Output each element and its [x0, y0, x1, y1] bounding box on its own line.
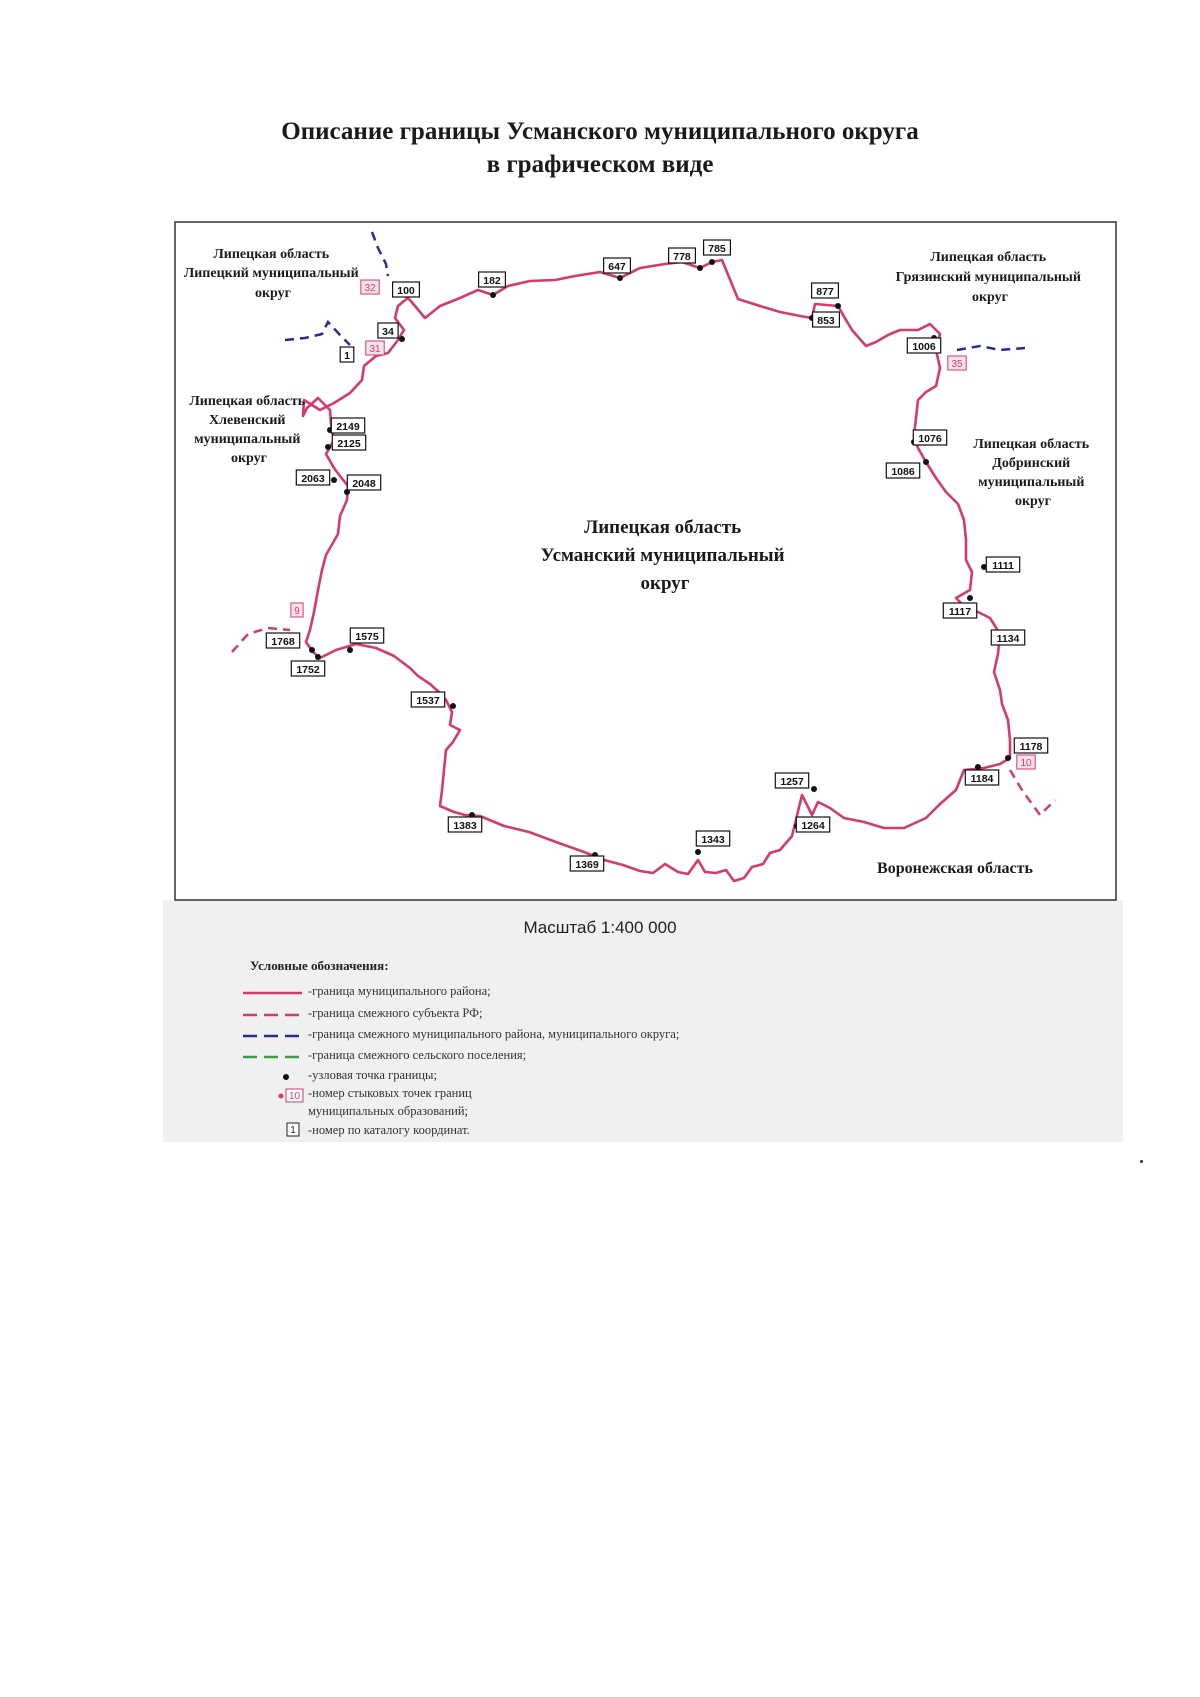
- point-label: [393, 282, 420, 297]
- junction-label: [948, 356, 966, 370]
- point-label: [266, 633, 299, 648]
- point-label-text: 1006: [912, 341, 936, 353]
- node-point: [975, 764, 981, 770]
- junction-label-text: 10: [1020, 758, 1032, 769]
- node-point: [617, 275, 623, 281]
- point-label-text: 1111: [992, 560, 1014, 572]
- node-point: [697, 265, 703, 271]
- legend-sample-node: [283, 1074, 289, 1080]
- point-label-text: 1264: [801, 820, 825, 832]
- point-label-text: 1752: [296, 664, 320, 676]
- point-label-text: 1134: [996, 633, 1020, 645]
- legend-item-subject: -граница смежного субъекта РФ;: [308, 1006, 483, 1020]
- region-label-dobrinka: Липецкая область Добринский муниципальный округ: [973, 437, 1090, 509]
- point-label-text: 1086: [891, 466, 915, 478]
- legend-item-catalog: -номер по каталогу координат.: [308, 1123, 470, 1137]
- legend-item-boundary: -граница муниципального района;: [308, 984, 491, 998]
- point-label-text: 647: [608, 261, 626, 273]
- legend-sample-catalog-number: 1: [290, 1125, 296, 1136]
- point-label: [986, 557, 1019, 572]
- junction-label-text: 9: [294, 606, 300, 617]
- junction-label-text: 35: [951, 359, 963, 370]
- junction-label-text: 32: [364, 283, 376, 294]
- legend-sample-junction-dot: [279, 1094, 284, 1099]
- node-point: [923, 459, 929, 465]
- point-label: [1014, 738, 1047, 753]
- region-label-voronezh: Воронежская область: [877, 860, 1033, 877]
- node-point: [811, 786, 817, 792]
- point-label: [704, 240, 731, 255]
- point-label-text: 1369: [575, 859, 599, 871]
- point-label: [332, 435, 365, 450]
- point-label: [411, 692, 444, 707]
- region-label-gryazi: Липецкая область Грязинский муниципальный округ: [895, 250, 1081, 305]
- point-label-text: 1383: [453, 820, 477, 832]
- map-scale: Масштаб 1:400 000: [523, 918, 677, 937]
- point-label: [350, 628, 383, 643]
- point-label-text: 785: [708, 243, 726, 255]
- point-label-text: 2048: [352, 478, 376, 490]
- point-label: [570, 856, 603, 871]
- point-label: [943, 603, 976, 618]
- point-label: [479, 272, 506, 287]
- point-label: [296, 470, 329, 485]
- point-label: [913, 430, 946, 445]
- point-label: [965, 770, 998, 785]
- point-label-text: 34: [382, 326, 394, 338]
- node-point: [695, 849, 701, 855]
- point-label-text: 2125: [337, 438, 361, 450]
- point-label-text: 100: [397, 285, 415, 297]
- node-point: [835, 303, 841, 309]
- point-label: [604, 258, 631, 273]
- junction-label-text: 31: [369, 344, 381, 355]
- point-label-text: 1117: [948, 606, 972, 618]
- point-label: [340, 347, 354, 362]
- point-label: [347, 475, 380, 490]
- page-title: Описание границы Усманского муниципального округа: [281, 118, 919, 145]
- node-point: [331, 477, 337, 483]
- node-point: [399, 336, 405, 342]
- region-label-khlevnoe: Липецкая область Хлевенский муниципальный округ: [189, 394, 306, 466]
- page-subtitle: в графическом виде: [486, 151, 714, 178]
- point-label-text: 2149: [336, 421, 360, 433]
- point-label: [291, 661, 324, 676]
- point-label: [813, 312, 840, 327]
- legend-item-district: -граница смежного муниципального района, муниципального округа;: [308, 1027, 680, 1041]
- node-point: [450, 703, 456, 709]
- point-label-text: 1184: [970, 773, 994, 785]
- point-label: [696, 831, 729, 846]
- point-label-text: 1257: [780, 776, 804, 788]
- node-point: [315, 654, 321, 660]
- point-label: [796, 817, 829, 832]
- point-label-text: 1343: [701, 834, 725, 846]
- node-point: [309, 647, 315, 653]
- point-label: [991, 630, 1024, 645]
- point-label: [907, 338, 940, 353]
- point-label-text: 877: [816, 286, 834, 298]
- junction-label: [361, 280, 379, 294]
- point-label-text: 1575: [355, 631, 379, 643]
- page-dot: [1140, 1160, 1143, 1163]
- point-label: [812, 283, 839, 298]
- legend-title: Условные обозначения:: [250, 958, 389, 973]
- region-label-center: Липецкая область Усманский муниципальный округ: [540, 517, 785, 594]
- point-label-text: 778: [673, 251, 691, 263]
- point-label-text: 1178: [1019, 741, 1043, 753]
- node-point: [347, 647, 353, 653]
- point-label-text: 1768: [271, 636, 295, 648]
- legend-item-junction-cont: муниципальных образований;: [308, 1104, 469, 1118]
- point-label-text: 1076: [918, 433, 942, 445]
- junction-label: [291, 603, 303, 617]
- point-label: [448, 817, 481, 832]
- point-label: [331, 418, 364, 433]
- point-label-text: 1: [344, 350, 350, 362]
- node-point: [490, 292, 496, 298]
- legend-item-junction: -номер стыковых точек границ: [308, 1086, 472, 1100]
- point-label-text: 182: [483, 275, 501, 287]
- point-label: [669, 248, 696, 263]
- point-label-text: 2063: [301, 473, 325, 485]
- legend-item-node: -узловая точка границы;: [308, 1068, 437, 1082]
- point-label: [775, 773, 808, 788]
- junction-label: [366, 341, 384, 355]
- node-point: [709, 259, 715, 265]
- legend-samples: [243, 993, 303, 1136]
- node-point: [967, 595, 973, 601]
- legend-sample-junction-number: 10: [288, 1091, 301, 1102]
- point-label-text: 853: [817, 315, 835, 327]
- node-point: [1005, 755, 1011, 761]
- junction-label: [1017, 755, 1035, 769]
- point-label-text: 1537: [416, 695, 440, 707]
- node-point: [325, 444, 331, 450]
- legend-item-settlement: -граница смежного сельского поселения;: [308, 1048, 527, 1062]
- point-label: [886, 463, 919, 478]
- region-label-lipetsk: Липецкая область Липецкий муниципальный округ: [183, 247, 359, 301]
- point-label: [378, 323, 398, 338]
